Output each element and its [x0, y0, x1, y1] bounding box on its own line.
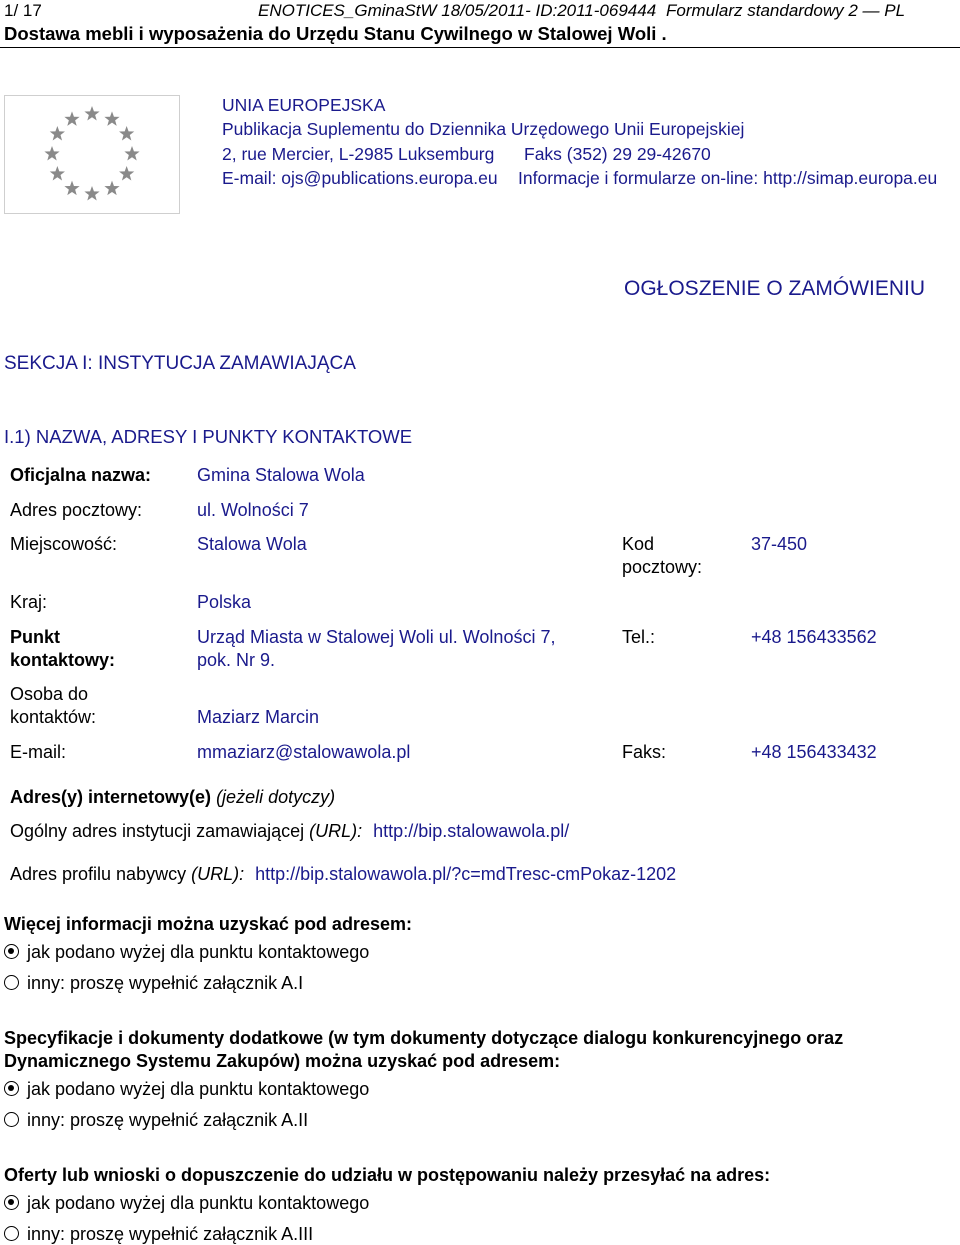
general-url-note: (URL): [309, 821, 363, 841]
profile-url-note: (URL): [191, 864, 245, 884]
doc-id-suffix: 18/05/2011- ID:2011-069444 [441, 1, 657, 20]
eu-star-icon [64, 181, 79, 195]
general-url-row [10, 820, 569, 842]
postal-address-label: Adres pocztowy: [10, 500, 143, 520]
subsection-title: I.1) NAZWA, ADRESY I PUNKTY KONTAKTOWE [4, 426, 413, 447]
general-url-link[interactable]: http://bip.stalowawola.pl/ [373, 821, 570, 841]
doc-id-prefix: ENOTICES_GminaStW [258, 1, 437, 20]
more-info-option1-radio[interactable] [4, 944, 19, 959]
more-info-option1-label: jak podano wyżej dla punktu kontaktowego [27, 942, 370, 962]
more-info-option2-label: inny: proszę wypełnić załącznik A.I [27, 973, 304, 993]
doc-id [258, 0, 656, 22]
form-label: Formularz standardowy 2 — PL [666, 1, 906, 20]
town-value: Stalowa Wola [197, 534, 307, 554]
contact-person-label-line1: Osoba do [10, 684, 89, 704]
page-counter: 1/ 17 [4, 1, 42, 20]
email-value: mmaziarz@stalowawola.pl [197, 742, 411, 762]
offers-option1-radio[interactable] [4, 1195, 19, 1210]
section-title: SEKCJA I: INSTYTUCJA ZAMAWIAJĄCA [4, 353, 356, 374]
official-name-label: Oficjalna nazwa: [10, 465, 152, 485]
eu-publication: Publikacja Suplementu do Dziennika Urzędowego Unii Europejskiej [222, 119, 745, 139]
eu-star-icon [104, 111, 119, 125]
eu-flag-stars-icon [5, 96, 179, 213]
specs-option2-label: inny: proszę wypełnić załącznik A.II [27, 1110, 309, 1130]
profile-url-label: Adres profilu nabywcy [10, 864, 187, 884]
contact-person-label-line2: kontaktów: [10, 707, 97, 727]
postcode-label-line1: Kod [622, 534, 655, 554]
general-url-label: Ogólny adres instytucji zamawiającej [10, 821, 305, 841]
email-label: E-mail: [10, 742, 67, 762]
eu-star-icon [119, 126, 134, 140]
specs-option2-radio[interactable] [4, 1112, 19, 1127]
eu-star-icon [50, 126, 65, 140]
profile-url-row [10, 863, 676, 885]
document-title: Dostawa mebli i wyposażenia do Urzędu Stanu Cywilnego w Stalowej Woli . [4, 23, 667, 44]
eu-address: 2, rue Mercier, L-2985 Luksemburg [222, 144, 495, 164]
eu-star-icon [124, 146, 139, 160]
profile-url-link[interactable]: http://bip.stalowawola.pl/?c=mdTresc-cmPokaz-1202 [255, 864, 677, 884]
eu-star-icon [44, 146, 59, 160]
eu-email: E-mail: ojs@publications.europa.eu [222, 168, 498, 188]
postcode-label-line2: pocztowy: [622, 557, 703, 577]
eu-star-icon [84, 186, 99, 200]
offers-option1-label: jak podano wyżej dla punktu kontaktowego [27, 1193, 370, 1213]
internet-heading-row [10, 786, 335, 808]
contact-point-label-line2: kontaktowy: [10, 650, 116, 670]
official-name-value: Gmina Stalowa Wola [197, 465, 365, 485]
eu-star-icon [50, 166, 65, 180]
town-label: Miejscowość: [10, 534, 118, 554]
contact-person-value: Maziarz Marcin [197, 707, 320, 727]
tel-value: +48 156433562 [751, 627, 877, 647]
eu-star-icon [119, 166, 134, 180]
notice-title: OGŁOSZENIE O ZAMÓWIENIU [624, 277, 926, 300]
header-divider [0, 47, 960, 48]
contact-point-value-line1: Urząd Miasta w Stalowej Woli ul. Wolności 7, [197, 627, 556, 647]
offers-option2-radio[interactable] [4, 1226, 19, 1241]
offers-heading: Oferty lub wnioski o dopuszczenie do udziału w postępowaniu należy przesyłać na adres: [4, 1165, 771, 1185]
postcode-value: 37-450 [751, 534, 808, 554]
more-info-heading: Więcej informacji można uzyskać pod adresem: [4, 914, 412, 934]
eu-info: Informacje i formularze on-line: http://simap.europa.eu [518, 168, 938, 188]
specs-option1-radio[interactable] [4, 1081, 19, 1096]
eu-fax: Faks (352) 29 29-42670 [524, 144, 711, 164]
specs-heading-line2: Dynamicznego Systemu Zakupów) można uzyskać pod adresem: [4, 1051, 561, 1071]
contact-point-value-line2: pok. Nr 9. [197, 650, 276, 670]
fax-label: Faks: [622, 742, 667, 762]
specs-option1-label: jak podano wyżej dla punktu kontaktowego [27, 1079, 370, 1099]
contact-point-label-line1: Punkt [10, 627, 61, 647]
internet-heading: Adres(y) internetowy(e) [10, 787, 212, 807]
eu-org: UNIA EUROPEJSKA [222, 95, 386, 115]
eu-star-icon [104, 181, 119, 195]
country-label: Kraj: [10, 592, 48, 612]
country-value: Polska [197, 592, 252, 612]
eu-star-icon [64, 111, 79, 125]
fax-value: +48 156433432 [751, 742, 877, 762]
offers-option2-label: inny: proszę wypełnić załącznik A.III [27, 1224, 314, 1244]
more-info-option2-radio[interactable] [4, 975, 19, 990]
eu-star-icon [84, 106, 99, 120]
eu-logo [4, 95, 180, 214]
specs-heading-line1: Specyfikacje i dokumenty dodatkowe (w tym dokumenty dotyczące dialogu konkurencyjnego oraz [4, 1028, 844, 1048]
tel-label: Tel.: [622, 627, 656, 647]
internet-heading-note: (jeżeli dotyczy) [216, 787, 336, 807]
postal-address-value: ul. Wolności 7 [197, 500, 309, 520]
